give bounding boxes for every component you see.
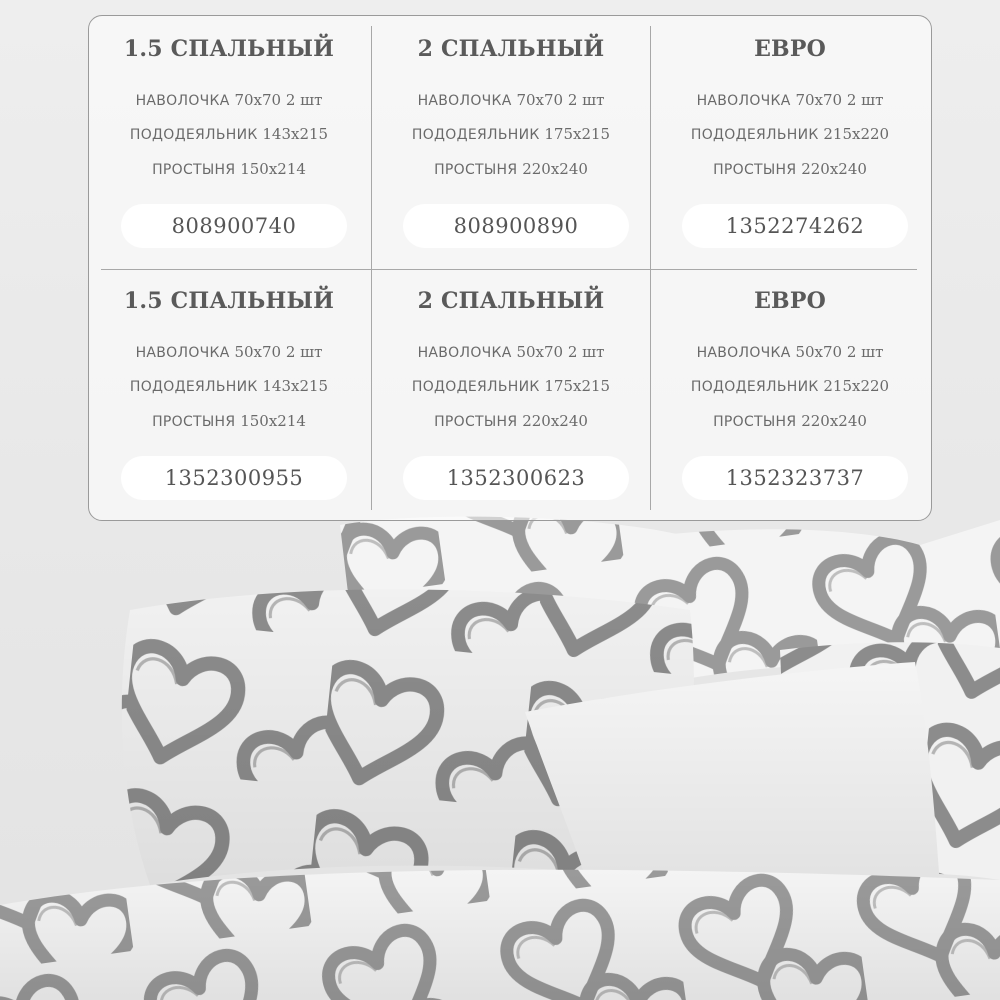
pillowcase-spec: НАВОЛОЧКА 50х70 2 шт: [417, 343, 605, 361]
sheet-spec: ПРОСТЫНЯ 150х214: [152, 160, 306, 178]
size-chart-panel: [88, 15, 932, 521]
set-title: 2 СПАЛЬНЫЙ: [417, 36, 605, 62]
sheet-spec: ПРОСТЫНЯ 220х240: [713, 160, 867, 178]
pillowcase-spec: НАВОЛОЧКА 70х70 2 шт: [135, 91, 323, 109]
set-card-2-50: [371, 268, 651, 518]
duvet-spec: ПОДОДЕЯЛЬНИК 175х215: [411, 377, 611, 395]
set-card-1-5-70: [89, 16, 369, 266]
article-code: 1352300623: [403, 456, 629, 500]
sheet-spec: ПРОСТЫНЯ 150х214: [152, 412, 306, 430]
sheet-spec: ПРОСТЫНЯ 220х240: [434, 160, 588, 178]
article-code: 1352274262: [682, 204, 908, 248]
duvet-spec: ПОДОДЕЯЛЬНИК 215х220: [690, 377, 890, 395]
set-card-euro-70: [650, 16, 930, 266]
set-card-euro-50: [650, 268, 930, 518]
set-card-2-70: [371, 16, 651, 266]
article-code: 808900890: [403, 204, 629, 248]
set-title: 2 СПАЛЬНЫЙ: [417, 288, 605, 314]
set-title: 1.5 СПАЛЬНЫЙ: [123, 288, 335, 314]
pillowcase-spec: НАВОЛОЧКА 50х70 2 шт: [135, 343, 323, 361]
sheet-spec: ПРОСТЫНЯ 220х240: [434, 412, 588, 430]
article-code: 1352323737: [682, 456, 908, 500]
duvet-spec: ПОДОДЕЯЛЬНИК 175х215: [411, 125, 611, 143]
pillowcase-spec: НАВОЛОЧКА 50х70 2 шт: [696, 343, 884, 361]
article-code: 1352300955: [121, 456, 347, 500]
pillowcase-spec: НАВОЛОЧКА 70х70 2 шт: [696, 91, 884, 109]
set-title: 1.5 СПАЛЬНЫЙ: [123, 36, 335, 62]
pillowcase-spec: НАВОЛОЧКА 70х70 2 шт: [417, 91, 605, 109]
set-title: ЕВРО: [754, 36, 826, 62]
duvet-spec: ПОДОДЕЯЛЬНИК 143х215: [129, 377, 329, 395]
article-code: 808900740: [121, 204, 347, 248]
duvet-spec: ПОДОДЕЯЛЬНИК 215х220: [690, 125, 890, 143]
sheet-spec: ПРОСТЫНЯ 220х240: [713, 412, 867, 430]
set-title: ЕВРО: [754, 288, 826, 314]
set-card-1-5-50: [89, 268, 369, 518]
duvet-spec: ПОДОДЕЯЛЬНИК 143х215: [129, 125, 329, 143]
